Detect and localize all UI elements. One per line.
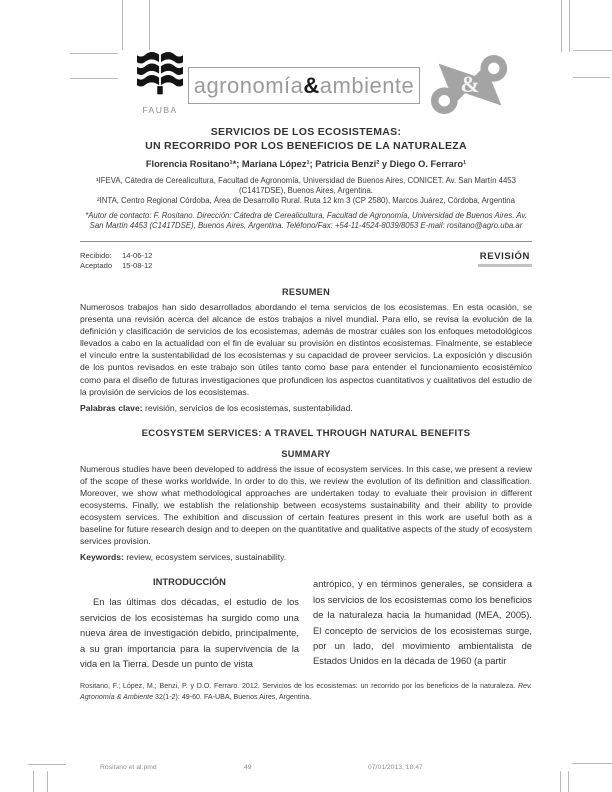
introduction-section — [80, 576, 532, 671]
masthead-box — [188, 67, 420, 104]
masthead-ampersand: & — [303, 72, 320, 98]
footer-filename: Rositano et al.pmd — [100, 764, 157, 771]
fauba-label: FAUBA — [142, 105, 178, 115]
journal-title — [194, 73, 415, 99]
divider-rule — [80, 241, 532, 242]
summary-body: Numerous studies have been developed to address the issue of ecosystem services. In this case, we present a review of the scope of these works worldwide. In order to do this, we review the evolution of its definition and classification. Moreover, we show what methodological approaches are undertaken today to evaluate their provision in different ecosystems. Finally, we establish the relationship between ecosystems sustainability and their ability to provide ecosystem services. The exhibition and discussion of certain features present in this work are useful both as a baseline for future research design and to deepen on the quantitative and qualitative aspects of the study of ecosystem services provision. — [80, 463, 532, 547]
aa-monogram-icon — [430, 55, 510, 121]
palabras-clave-label: Palabras clave: — [80, 402, 143, 413]
article-title-line1: SERVICIOS DE LOS ECOSISTEMAS: — [210, 126, 402, 138]
affiliation-2: ²INTA, Centro Regional Córdoba, Área de Desarrollo Rural. Ruta 12 km 3 (CP 2580), Marcos Juárez, Córdoba, Argentina — [97, 195, 515, 205]
citation-part3: 32(1-2): 49-60. FA-UBA, Buenos Aires, Argentina. — [153, 693, 312, 702]
affiliations-block — [80, 176, 532, 205]
keywords-text: review, ecosystem services, sustainability. — [123, 552, 287, 563]
keywords-label: Keywords: — [80, 552, 124, 563]
citation-part1: Rositano, F.; López, M.; Benzi, P. y D.O. Ferraro. 2012. Servicios de los ecosistemas: un recorrido por los beneficios de la naturaleza. — [80, 682, 518, 691]
resumen-body: Numerosos trabajos han sido desarrollados abordando el tema servicios de los ecosistemas. En esta ocasión, se presenta una revisión acerca del alcance de estos trabajos a nivel mundial. Para ello, se revisa la evolución de la definición y clasificación de servicios de los ecosistemas, además de mostrar cuáles son los enfoques metodológicos llevados a cabo en la actualidad con el fin de evaluar su provisión en distintos ecosistemas. Finalmente, se establece el vínculo entre la sustentabilidad de los ecosistemas y su capacidad de proveer servicios. La exposición y discusión de los puntos revisados en este trabajo son útiles tanto como base para entender el funcionamiento ecosistémico como para el diseño de futuras investigaciones que profundicen los aspectos cuantitativos y cualitativos del estudio de la provisión de servicios de los ecosistemas. — [80, 301, 532, 397]
svg-text:&: & — [460, 72, 480, 98]
article-title-line2: UN RECORRIDO POR LOS BENEFICIOS DE LA NATURALEZA — [145, 140, 467, 152]
crop-mark — [47, 771, 48, 792]
submission-dates — [80, 251, 152, 272]
crop-mark — [572, 763, 612, 764]
citation-journal-name: Rev. Agronomía & Ambiente — [80, 682, 532, 702]
fauba-logo — [135, 52, 185, 115]
footer-page-number: 49 — [244, 764, 252, 771]
intro-column-right — [313, 576, 532, 671]
keywords-line — [80, 552, 532, 562]
english-title: ECOSYSTEM SERVICES: A TRAVEL THROUGH NATURAL BENEFITS — [141, 427, 471, 439]
palabras-clave-line — [80, 403, 532, 413]
received-label: Recibido: — [80, 250, 112, 260]
summary-heading: SUMMARY — [281, 448, 331, 459]
footer-timestamp: 07/01/2013, 18:47 — [368, 764, 423, 771]
fauba-book-icon — [137, 86, 183, 103]
received-date: 14-06-12 — [122, 250, 153, 260]
intro-paragraph-left: En las últimas dos décadas, el estudio de los servicios de los ecosistemas ha surgido como una nueva área de investigación debido, principalmente, a su gran importancia para la supervivencia de la vida en la Tierra. Desde un punto de vista — [80, 596, 299, 670]
authors-line: Florencia Rositano¹*; Mariana López¹; Patricia Benzi² y Diego O. Ferraro¹ — [145, 159, 467, 169]
crop-mark — [568, 771, 569, 792]
crop-mark — [560, 771, 561, 792]
intro-paragraph-right: antrópico, y en términos generales, se considera a los servicios de los ecosistemas como los beneficios de la naturaleza hacia la humanidad (MEA, 2005). El concepto de servicios de los ecosistemas surge, por un lado, del movimiento ambientalista de Estados Unidos en la década de 1960 (a partir — [313, 578, 532, 667]
crop-mark — [28, 764, 66, 765]
contact-note: *Autor de contacto: F. Rositano. Dirección: Cátedra de Cerealicultura, Facultad de Agronomía, Universidad de Buenos Aires. Av. San Martín 4453 (C1417DSE), Buenos Aires, Argentina. Teléfono/Fax: +54-11-4524-8039/8053 E-mail: rositano@agro.uba.ar — [85, 211, 527, 231]
masthead-word-2: ambiente — [319, 72, 415, 98]
accepted-date: 15-08-12 — [122, 261, 153, 271]
article-title — [80, 125, 532, 153]
introduccion-heading: INTRODUCCIÓN — [153, 576, 226, 588]
palabras-clave-text: revisión, servicios de los ecosistemas, sustentabilidad. — [142, 402, 353, 413]
journal-masthead — [80, 52, 532, 118]
affiliation-1: ¹IFEVA, Cátedra de Cerealicultura, Facultad de Agronomía, Universidad de Buenos Aires, CONICET. Av. San Martín 4453 (C1417DSE), Buenos Aires, Argentina. — [96, 176, 516, 195]
crop-mark — [573, 77, 610, 78]
masthead-word-1: agronomía — [193, 72, 304, 98]
article-type-badge: REVISIÓN — [478, 251, 532, 267]
intro-column-left — [80, 576, 299, 671]
crop-mark — [561, 0, 562, 52]
crop-mark — [573, 50, 612, 51]
citation-footnote — [80, 681, 532, 702]
resumen-heading: RESUMEN — [281, 286, 331, 297]
crop-mark — [33, 771, 34, 792]
meta-row — [80, 251, 532, 272]
crop-mark — [569, 0, 570, 52]
accepted-label: Aceptado — [80, 261, 113, 271]
